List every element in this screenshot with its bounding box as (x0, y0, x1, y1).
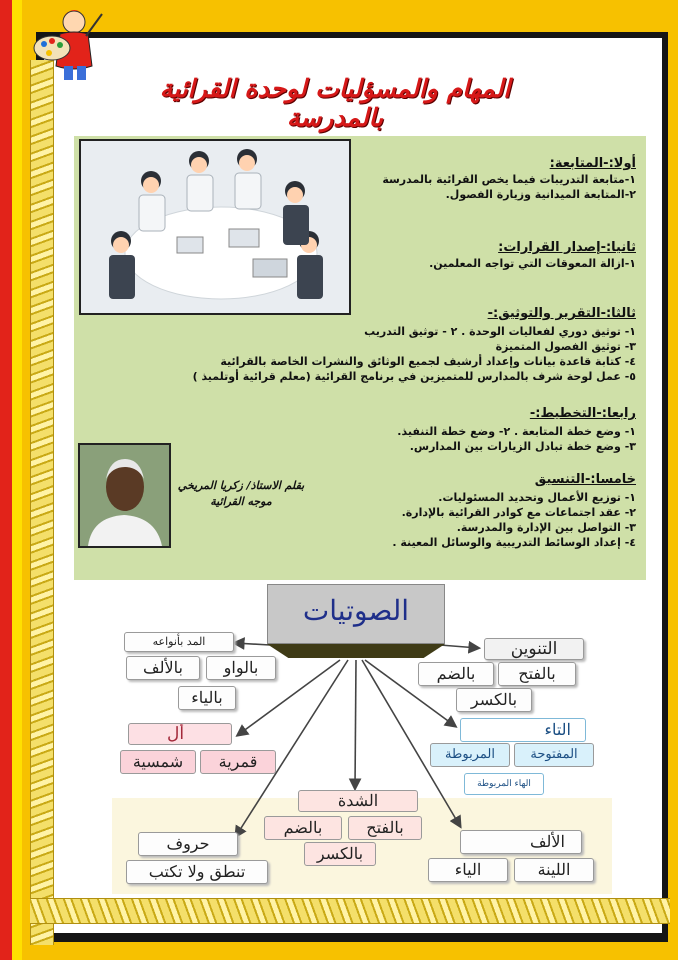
center-node-base (267, 644, 445, 658)
section-line: ٣- توثيق الفصول المتميزة (495, 340, 636, 353)
al-title-node: أل (128, 723, 232, 745)
madd-title-node: المد بأنواعه (124, 632, 234, 652)
author-title: موجه القرائية (210, 495, 272, 508)
letters-silent-node: تنطق ولا تكتب (126, 860, 268, 884)
phonetics-center-label: الصوتيات (302, 594, 410, 627)
section-line: ١-متابعة التدريبات فيما يخص القرائية بالمدرسة (382, 173, 636, 186)
al-shamsi-node: شمسية (120, 750, 196, 774)
section-line: ١- وضع خطة المتابعة . ٢- وضع خطة التنفيذ. (397, 425, 636, 438)
alif-yaa-node: الياء (428, 858, 508, 882)
taa-haa-node: الهاء المربوطة (464, 773, 544, 795)
section-line: ٥- عمل لوحة شرف بالمدارس للمتميزين في برنامج القرائية (معلم قرائية أوتلميذ ) (192, 370, 636, 383)
tanween-kasra-node: بالكسر (456, 688, 532, 712)
madd-yaa-node: بالياء (178, 686, 236, 710)
section-line: ٣- التواصل بين الإدارة والمدرسة. (456, 521, 636, 534)
section-line: ٢- عقد اجتماعات مع كوادر القرائية بالإدارة. (401, 506, 636, 519)
al-qamari-node: قمرية (200, 750, 276, 774)
shadda-kasra-node: بالكسر (304, 842, 376, 866)
section-heading: خامسا:-التنسيق (534, 472, 636, 487)
section-line: ٤- إعداد الوسائط التدريبية والوسائل المعينة . (392, 536, 636, 549)
shadda-damma-node: بالضم (264, 816, 342, 840)
page-title: المهام والمسؤليات لوحدة القرائية بالمدرسة (159, 74, 511, 132)
author-name: بقلم الاستاذ/ زكريا المريخي (177, 479, 305, 492)
shadda-fatha-node: بالفتح (348, 816, 422, 840)
madd-alif-node: بالألف (126, 656, 200, 680)
shadda-title-node: الشدة (298, 790, 418, 812)
taa-tied-node: المربوطة (430, 743, 510, 767)
section-heading: ثانيا:-إصدار القرارات: (498, 240, 636, 255)
section-line: ١- توثيق دوري لفعاليات الوحدة . ٢ - توثيق التدريب (364, 325, 636, 338)
section-heading: ثالثا:-التقرير والتوثيق:- (487, 306, 636, 321)
section-heading: رابعا:-التخطيط:- (529, 406, 636, 421)
alif-title-node: الألف (460, 830, 582, 854)
section-line: ١- توزيع الأعمال وتحديد المسئوليات. (438, 491, 636, 504)
taa-title-node: التاء (460, 718, 586, 742)
section-line: ٣- وضع خطة تبادل الزيارات بين المدارس. (409, 440, 636, 453)
letters-title-node: حروف (138, 832, 238, 856)
taa-open-node: المفتوحة (514, 743, 594, 767)
tanween-title-node: التنوين (484, 638, 584, 660)
tanween-fatha-node: بالفتح (498, 662, 576, 686)
alif-layyina-node: اللينة (514, 858, 594, 882)
phonetics-center-node (267, 584, 445, 644)
section-line: ١-ازالة المعوقات التي تواجه المعلمين. (429, 257, 636, 270)
madd-waw-node: بالواو (206, 656, 276, 680)
section-line: ٤- كتابة قاعدة بيانات وإعداد أرشيف لجميع الوثائق والنشرات الخاصة بالقرائية (220, 355, 636, 368)
tanween-damma-node: بالضم (418, 662, 494, 686)
section-line: ٢-المتابعة الميدانية وزيارة الفصول. (445, 188, 636, 201)
section-heading: أولا:-المتابعة: (549, 156, 636, 171)
